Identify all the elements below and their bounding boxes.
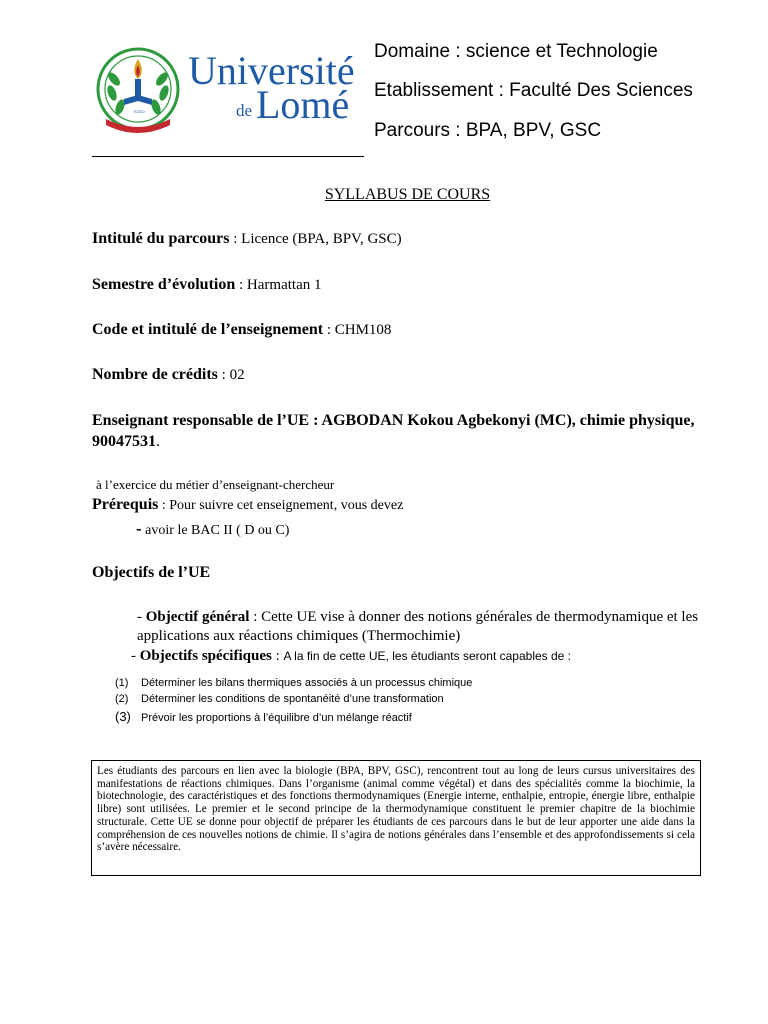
header-etablissement: Etablissement : Faculté Des Sciences — [374, 80, 693, 101]
list-item-number: (2) — [115, 693, 129, 705]
seal-text: TOGO — [133, 109, 145, 114]
field-enseignant-end: . — [156, 433, 160, 450]
prerequis-bullet-text: avoir le BAC II ( D ou C) — [141, 523, 290, 538]
field-semestre-value: : Harmattan 1 — [235, 277, 322, 293]
logo-lome-text: Lomé — [256, 82, 350, 127]
header-parcours: Parcours : BPA, BPV, GSC — [374, 120, 602, 141]
university-logo — [96, 45, 355, 145]
field-credits — [92, 366, 245, 384]
prerequis-text: : Pour suivre cet enseignement, vous devez — [158, 498, 404, 513]
field-intitule — [92, 230, 402, 248]
field-semestre — [92, 276, 321, 294]
list-item — [115, 709, 412, 724]
objectifs-specifiques-label: Objectifs spécifiques — [139, 648, 272, 664]
objectifs-heading: Objectifs de l’UE — [92, 564, 211, 581]
objectifs-specifiques-text: A la fin de cette UE, les étudiants seront capables de : — [283, 649, 572, 663]
objectifs-specifiques — [131, 648, 571, 665]
objectif-general-text: : Cette UE vise à donner des notions générales de thermodynamique et les applications aux réactions chimiques (Thermochimie) — [137, 609, 699, 644]
document-title: SYLLABUS DE COURS — [324, 186, 491, 203]
list-item-text: Déterminer les conditions de spontanéité d’une transformation — [141, 693, 444, 705]
list-item — [115, 677, 472, 689]
prerequis-bullet-dash: - — [136, 519, 142, 538]
objectifs-specifiques-colon: : — [271, 648, 284, 664]
logo-university-text: Université — [188, 48, 355, 93]
objectif-general — [137, 608, 727, 646]
prerequis-bullet — [136, 519, 289, 539]
field-code-label: Code et intitulé de l’enseignement — [92, 321, 324, 338]
list-item-text: Déterminer les bilans thermiques associés à un processus chimique — [141, 677, 473, 689]
field-credits-value: : 02 — [217, 367, 245, 383]
prerequis-label: Prérequis — [92, 496, 159, 513]
field-intitule-label: Intitulé du parcours — [92, 230, 230, 247]
field-semestre-label: Semestre d’évolution — [92, 276, 236, 293]
field-code — [92, 321, 391, 339]
list-item-text: Prévoir les proportions à l’équilibre d’un mélange réactif — [141, 712, 412, 724]
list-item-number: (1) — [115, 677, 129, 689]
field-intitule-value: : Licence (BPA, BPV, GSC) — [229, 231, 402, 247]
field-code-value: : CHM108 — [323, 322, 392, 338]
list-item — [115, 693, 444, 705]
objectif-general-label: Objectif général — [145, 609, 250, 625]
objectif-general-dash: - — [137, 609, 146, 625]
field-credits-label: Nombre de crédits — [92, 366, 218, 383]
header-domaine: Domaine : science et Technologie — [374, 41, 658, 62]
description-box: Les étudiants des parcours en lien avec la biologie (BPA, BPV, GSC), rencontrent tout au long de leurs cursus universitaires des manifestations de réactions chimiques. Dans l’organisme (animal comme végétal) et dans des spécialités comme la biochimie, la biotechnologie, des caractéristiques et des fonctions thermodynamiques (Energie interne, enthalpie, entropie, énergie libre, enthalpie libre) sont utilisées. Le premier et le second principe de la thermodynamique constituent le premier chapitre de la biochimie structurale. Cette UE se donne pour objectif de préparer les étudiants de ces parcours dans le but de leur apporter une aide dans la compréhension de ces nouvelles notions de chimie. Il s’agira de notions générales dans l’ensemble et des approfondissements si cela s’avère nécessaire. — [91, 760, 701, 876]
objectifs-specifiques-dash: - — [131, 648, 140, 664]
exercice-line: à l’exercice du métier d’enseignant-chercheur — [96, 477, 335, 492]
header-divider — [92, 156, 364, 157]
list-item-number: (3) — [115, 709, 131, 724]
field-enseignant-label: Enseignant responsable de l’UE : AGBODAN Kokou Agbekonyi (MC), chimie physique, 90047531 — [92, 412, 695, 450]
logo-de-text: de — [236, 101, 253, 120]
field-enseignant — [92, 410, 712, 452]
prerequis — [92, 496, 403, 514]
